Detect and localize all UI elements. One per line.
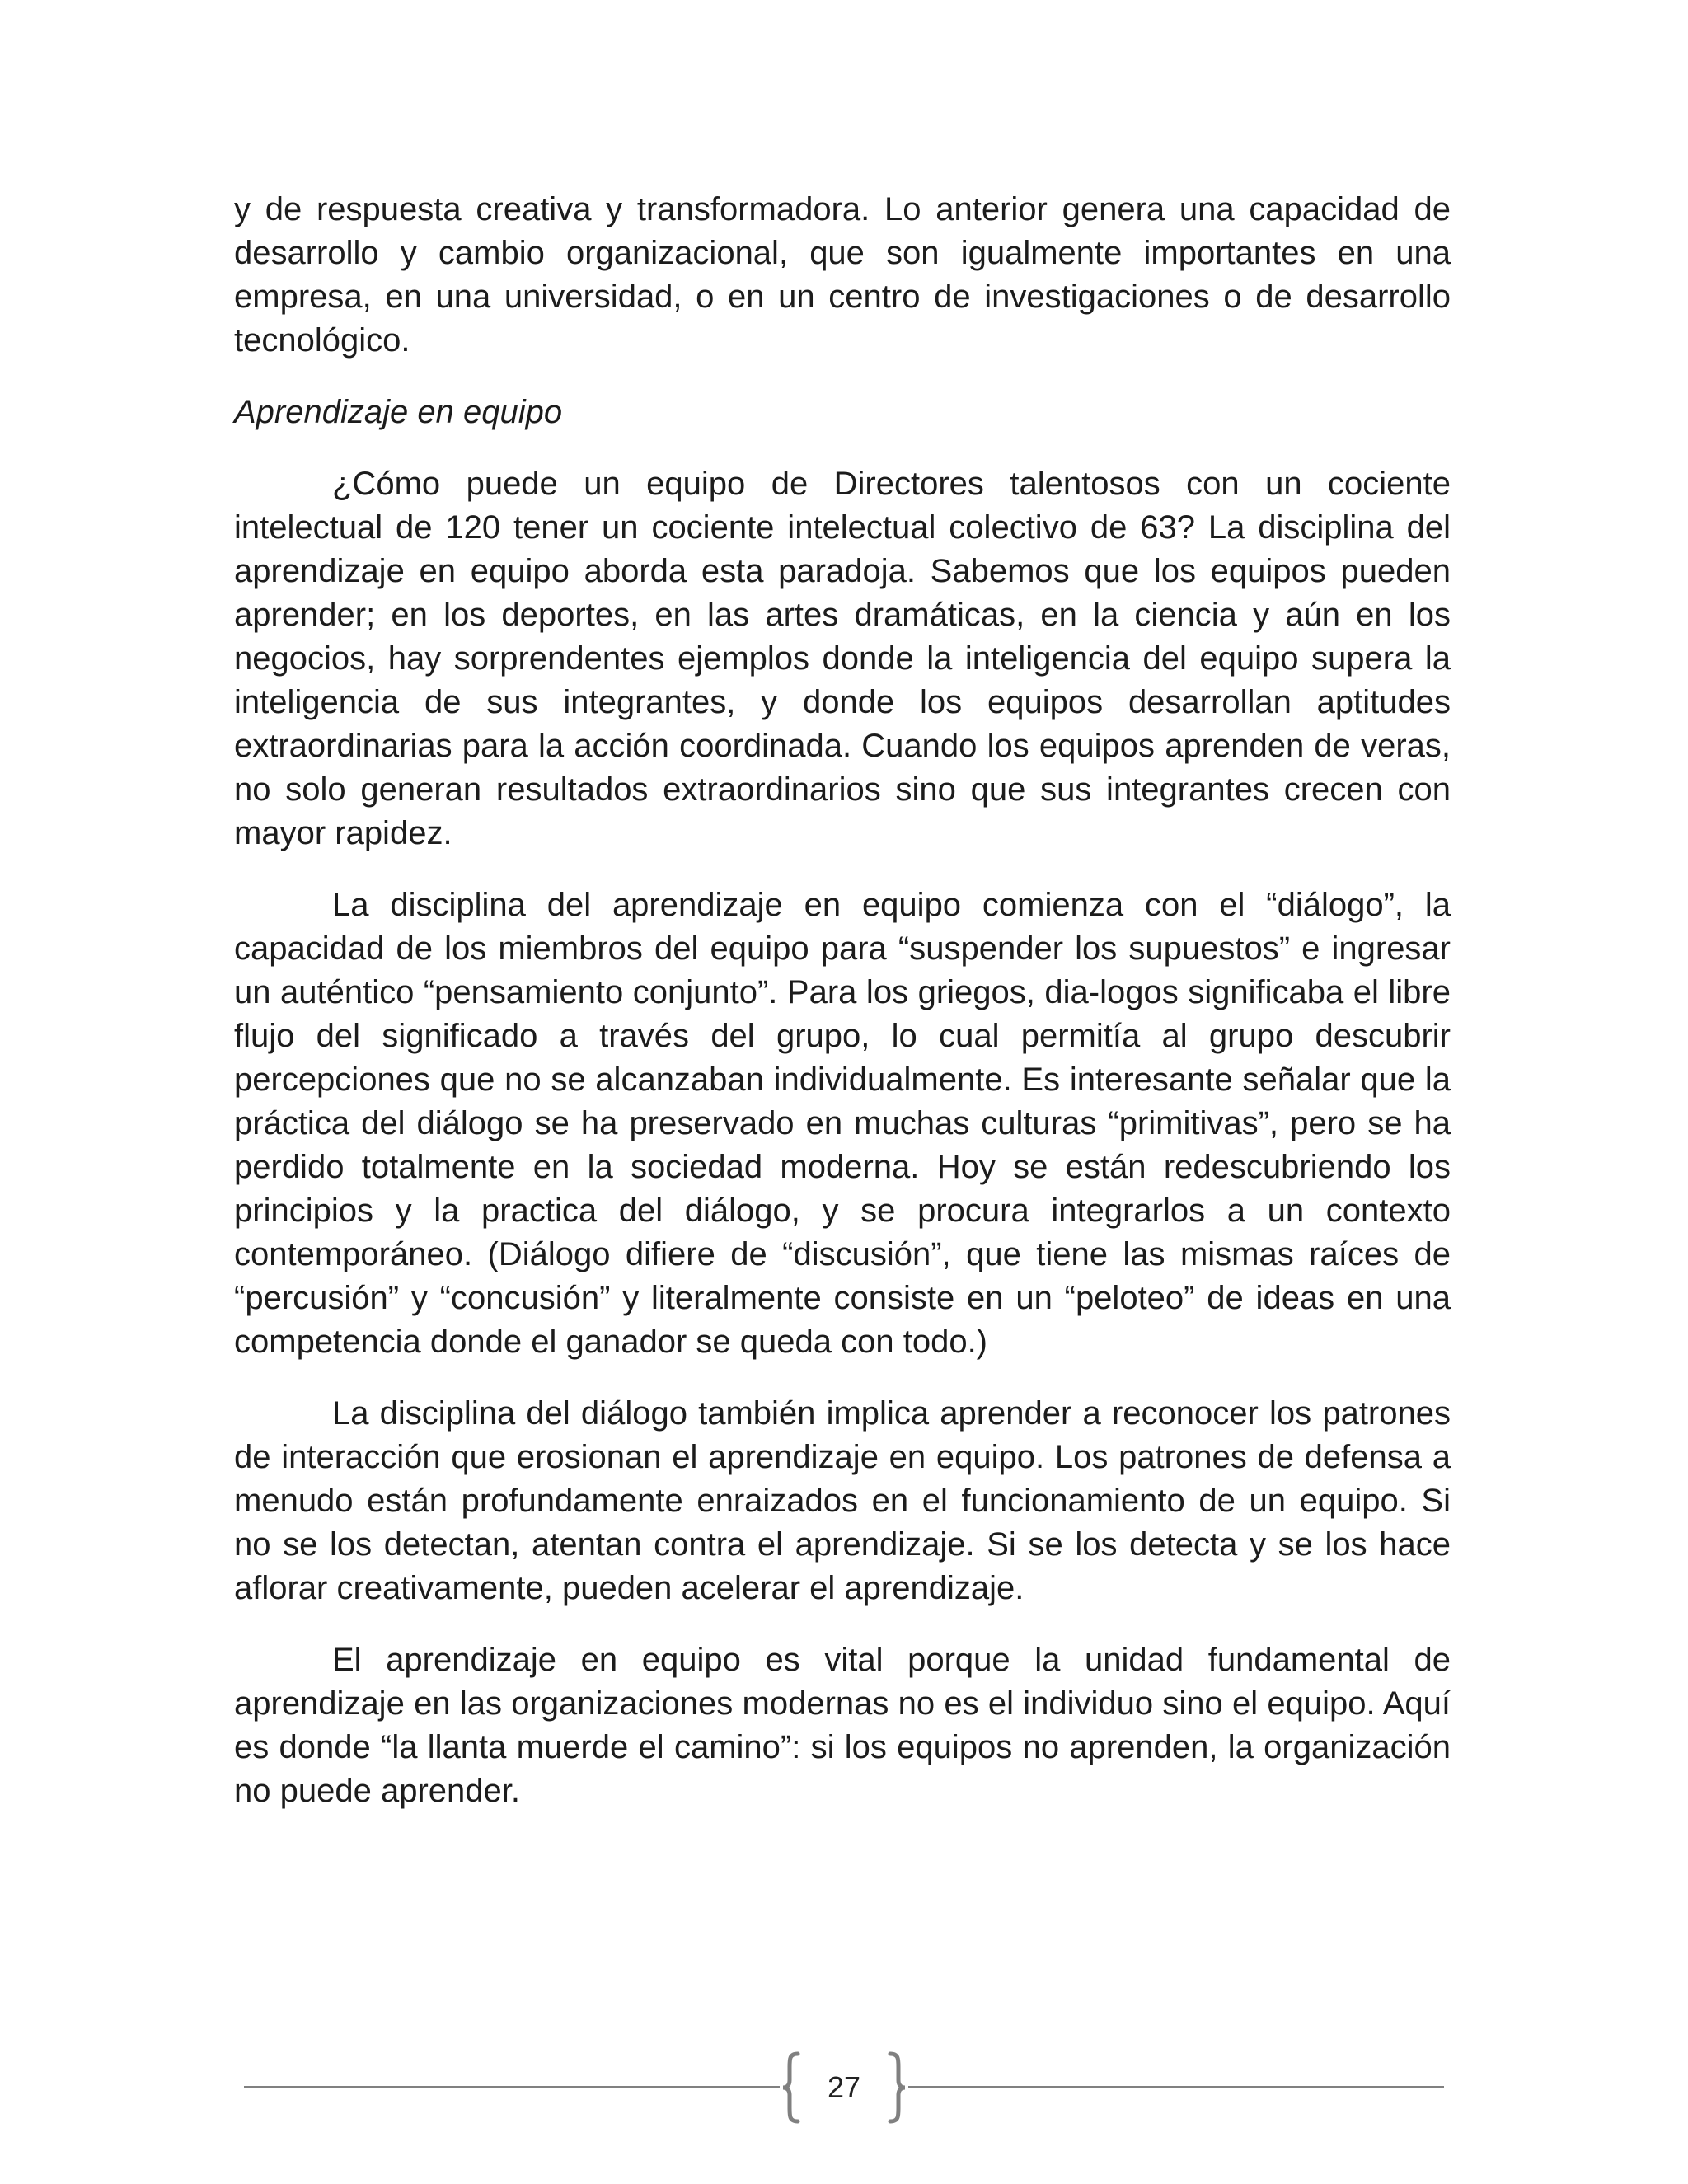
- page-body: [234, 188, 1451, 1841]
- paragraph-1: ¿Cómo puede un equipo de Directores talentosos con un cociente intelectual de 120 tener un cociente intelectual colectivo de 63? La disciplina del aprendizaje en equipo aborda esta paradoja. Sabemos que los equipos pueden aprender; en los deportes, en las artes dramáticas, en la ciencia y aún en los negocios, hay sorprendentes ejemplos donde la inteligencia del equipo supera la inteligencia de sus integrantes, y donde los equipos desarrollan aptitudes extraordinarias para la acción coordinada. Cuando los equipos aprenden de veras, no solo generan resultados extraordinarios sino que sus integrantes crecen con mayor rapidez.: [234, 466, 1451, 851]
- paragraph-2: La disciplina del aprendizaje en equipo comienza con el “diálogo”, la capacidad de los miembros del equipo para “suspender los supuestos” e ingresar un auténtico “pensamiento conjunto”. Para los griegos, dia-logos significaba el libre flujo del significado a través del grupo, lo cual permitía al grupo descubrir percepciones que no se alcanzaban individualmente. Es interesante señalar que la práctica del diálogo se ha preservado en muchas culturas “primitivas”, pero se ha perdido totalmente en la sociedad moderna. Hoy se están redescubriendo los principios y la practica del diálogo, y se procura integrarlos a un contexto contemporáneo. (Diálogo difiere de “discusión”, que tiene las mismas raíces de “percusión” y “concusión” y literalmente consiste en un “peloteo” de ideas en una competencia donde el ganador se queda con todo.): [234, 887, 1451, 1360]
- paragraph-4: El aprendizaje en equipo es vital porque la unidad fundamental de aprendizaje en las organizaciones modernas no es el individuo sino el equipo. Aquí es donde “la llanta muerde el camino”: si los equipos no aprenden, la organización no puede aprender.: [234, 1642, 1451, 1809]
- right-brace-icon: [884, 2050, 908, 2125]
- paragraph-3: La disciplina del diálogo también implica aprender a reconocer los patrones de interacción que erosionan el aprendizaje en equipo. Los patrones de defensa a menudo están profundamente enraizados en el funcionamiento de un equipo. Si no se los detectan, atentan contra el aprendizaje. Si se los detecta y se los hace aflorar creativamente, pueden acelerar el aprendizaje.: [234, 1395, 1451, 1606]
- footer-rule-left: [244, 2086, 780, 2088]
- page-number: 27: [827, 2070, 861, 2104]
- footer-rule-right: [908, 2086, 1444, 2088]
- page-footer: [244, 2050, 1444, 2125]
- section-heading: Aprendizaje en equipo: [234, 394, 563, 430]
- paragraph-continuation: y de respuesta creativa y transformadora. Lo anterior genera una capacidad de desarrollo y cambio organizacional, que son igualmente importantes en una empresa, en una universidad, o en un centro de investigaciones o de desarrollo tecnológico.: [234, 191, 1451, 359]
